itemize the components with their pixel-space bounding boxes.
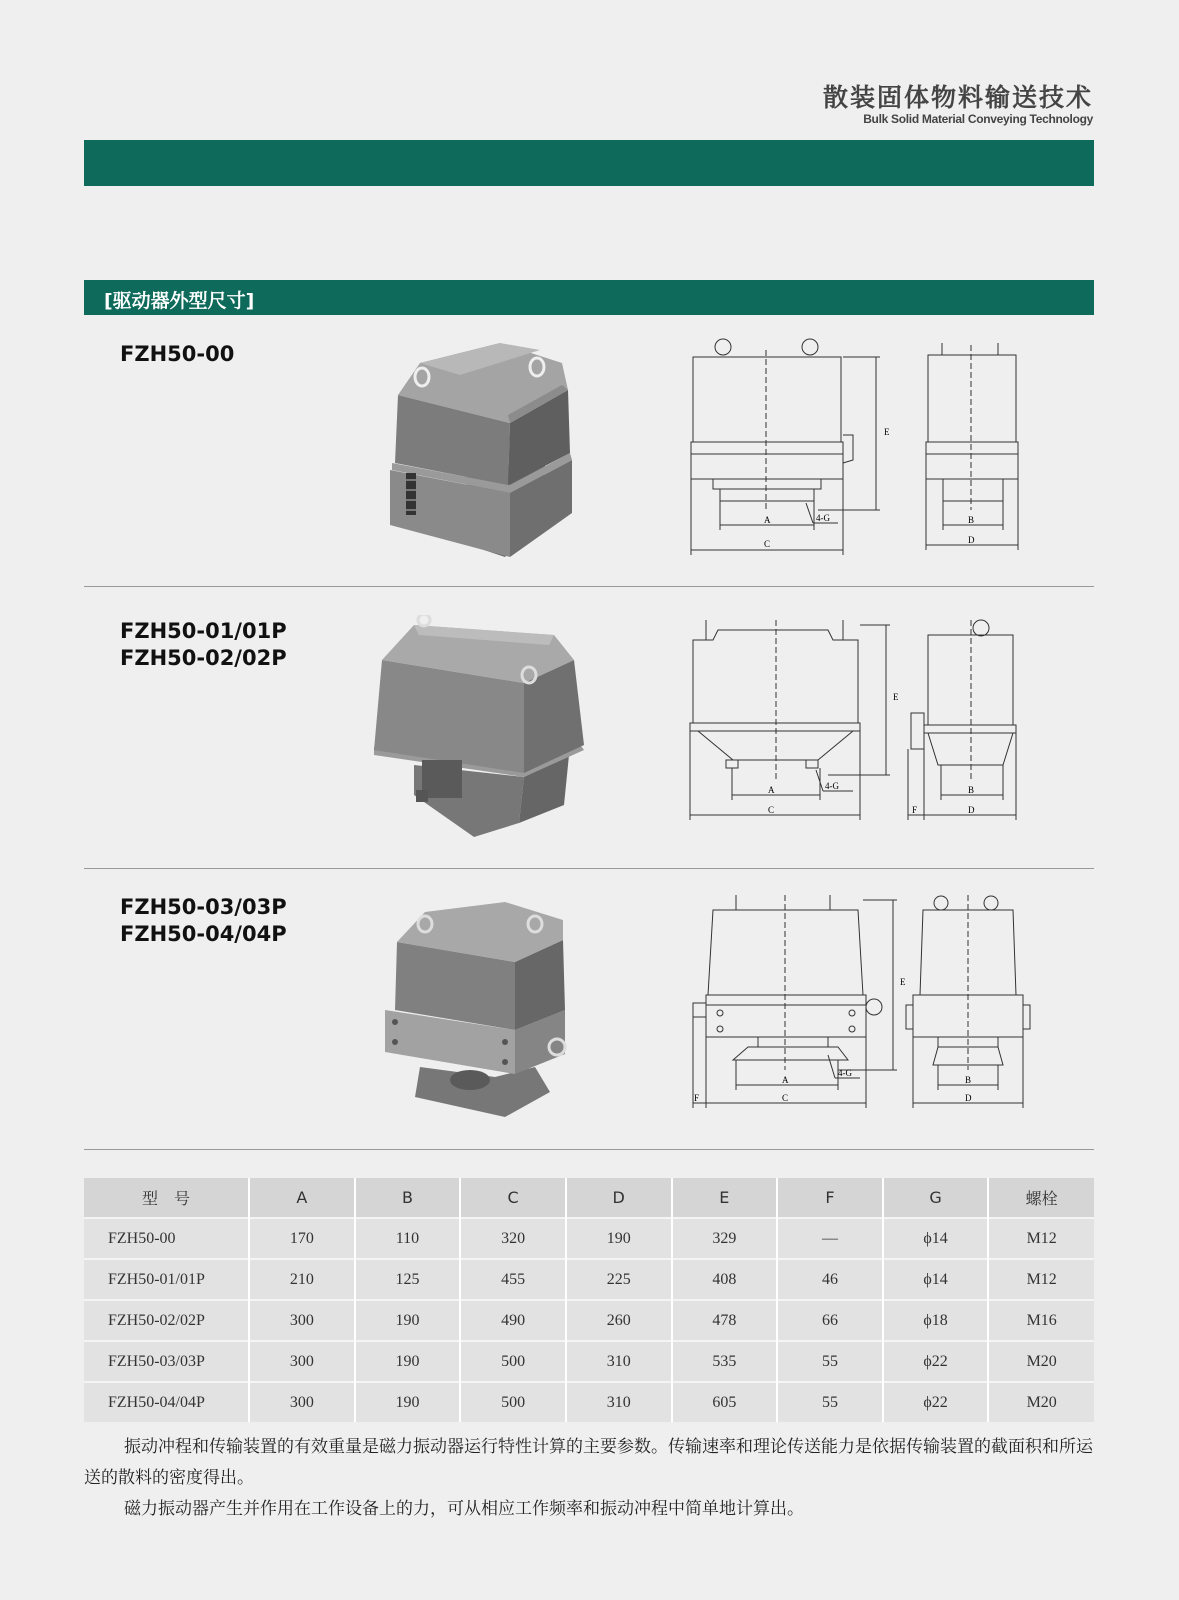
table-cell: M20 [988, 1382, 1094, 1422]
dim-label-c: C [782, 1093, 789, 1103]
divider [84, 1149, 1094, 1150]
model-line: FZH50-00 [120, 342, 235, 366]
table-cell: 110 [355, 1218, 461, 1259]
table-header-cell: 型 号 [84, 1178, 249, 1218]
table-cell: FZH50-04/04P [84, 1382, 249, 1422]
table-cell: ϕ22 [883, 1382, 989, 1422]
table-cell: 605 [672, 1382, 778, 1422]
table-cell: M12 [988, 1218, 1094, 1259]
table-cell: ϕ14 [883, 1259, 989, 1300]
table-header-cell: 螺栓 [988, 1178, 1094, 1218]
table-cell: ϕ14 [883, 1218, 989, 1259]
table-cell: 210 [249, 1259, 355, 1300]
table-header-cell: E [672, 1178, 778, 1218]
dim-label-d: D [968, 535, 975, 545]
dim-label-g: 4-G [825, 781, 839, 791]
table-cell: 500 [460, 1382, 566, 1422]
brand-title-en: Bulk Solid Material Conveying Technology [863, 112, 1093, 126]
note-paragraph: 振动冲程和传输装置的有效重量是磁力振动器运行特性计算的主要参数。传输速率和理论传送能力是依据传输装置的截面积和所运送的散料的密度得出。 [84, 1437, 1093, 1488]
table-cell: 300 [249, 1300, 355, 1341]
divider [84, 868, 1094, 869]
dim-label-f: F [912, 805, 918, 815]
model-line: FZH50-04/04P [120, 922, 287, 946]
dim-label-b: B [965, 1075, 972, 1085]
table-cell: 300 [249, 1341, 355, 1382]
table-cell: 329 [672, 1218, 778, 1259]
dim-label-e: E [900, 977, 906, 987]
model-name-2 [120, 618, 287, 672]
dim-label-e: E [893, 692, 899, 702]
table-header-cell: B [355, 1178, 461, 1218]
actuator-photo-2 [374, 615, 599, 840]
dim-label-d: D [965, 1093, 972, 1103]
table-cell: 455 [460, 1259, 566, 1300]
dimension-drawing-1 [688, 335, 1028, 560]
note-paragraph: 磁力振动器产生并作用在工作设备上的力，可从相应工作频率和振动冲程中简单地计算出。 [124, 1499, 804, 1519]
table-row [84, 1218, 1094, 1259]
table-row [84, 1341, 1094, 1382]
dim-label-g: 4-G [816, 513, 830, 523]
table-row [84, 1382, 1094, 1422]
table-cell: 55 [777, 1341, 883, 1382]
table-cell: 170 [249, 1218, 355, 1259]
brand-title-cn: 散装固体物料输送技术 [822, 83, 1093, 112]
table-cell: ϕ22 [883, 1341, 989, 1382]
dim-label-f: F [694, 1093, 700, 1103]
table-cell: M16 [988, 1300, 1094, 1341]
table-cell: FZH50-01/01P [84, 1259, 249, 1300]
table-row [84, 1259, 1094, 1300]
model-line: FZH50-02/02P [120, 646, 287, 670]
table-header-cell: D [566, 1178, 672, 1218]
model-line: FZH50-03/03P [120, 895, 287, 919]
table-row [84, 1300, 1094, 1341]
divider [84, 586, 1094, 587]
table-header-row [84, 1178, 1094, 1218]
table-cell: FZH50-03/03P [84, 1341, 249, 1382]
table-cell: 190 [355, 1382, 461, 1422]
table-cell: 260 [566, 1300, 672, 1341]
table-cell: 320 [460, 1218, 566, 1259]
dimension-table [84, 1178, 1094, 1422]
table-cell: 500 [460, 1341, 566, 1382]
model-line: FZH50-01/01P [120, 619, 287, 643]
table-cell: M12 [988, 1259, 1094, 1300]
table-cell: 408 [672, 1259, 778, 1300]
dim-label-c: C [768, 805, 775, 815]
table-header-cell: A [249, 1178, 355, 1218]
dim-label-a: A [768, 785, 775, 795]
table-cell: FZH50-02/02P [84, 1300, 249, 1341]
table-cell: — [777, 1218, 883, 1259]
dim-label-b: B [968, 515, 975, 525]
actuator-photo-3 [385, 902, 595, 1122]
dim-label-b: B [968, 785, 975, 795]
table-cell: 46 [777, 1259, 883, 1300]
dimension-drawing-2 [688, 615, 1028, 840]
dim-label-e: E [884, 427, 890, 437]
table-cell: 225 [566, 1259, 672, 1300]
table-header-cell: F [777, 1178, 883, 1218]
table-cell: 66 [777, 1300, 883, 1341]
actuator-photo-1 [390, 335, 590, 567]
table-cell: 310 [566, 1341, 672, 1382]
table-cell: 190 [355, 1300, 461, 1341]
table-cell: 490 [460, 1300, 566, 1341]
dim-label-g: 4-G [838, 1068, 852, 1078]
dim-label-a: A [764, 515, 771, 525]
table-cell: 55 [777, 1382, 883, 1422]
table-cell: 125 [355, 1259, 461, 1300]
dim-label-c: C [764, 539, 771, 549]
model-name-1 [120, 341, 234, 368]
table-cell: FZH50-00 [84, 1218, 249, 1259]
section-title: [驱动器外型尺寸] [104, 290, 255, 312]
table-cell: 190 [566, 1218, 672, 1259]
table-header-cell: G [883, 1178, 989, 1218]
table-cell: M20 [988, 1341, 1094, 1382]
table-cell: ϕ18 [883, 1300, 989, 1341]
dim-label-d: D [968, 805, 975, 815]
table-cell: 190 [355, 1341, 461, 1382]
table-cell: 535 [672, 1341, 778, 1382]
table-cell: 300 [249, 1382, 355, 1422]
dim-label-a: A [782, 1075, 789, 1085]
table-header-cell: C [460, 1178, 566, 1218]
dimension-drawing-3 [688, 895, 1048, 1120]
table-cell: 478 [672, 1300, 778, 1341]
table-cell: 310 [566, 1382, 672, 1422]
model-name-3 [120, 894, 287, 948]
header-band [84, 140, 1094, 186]
